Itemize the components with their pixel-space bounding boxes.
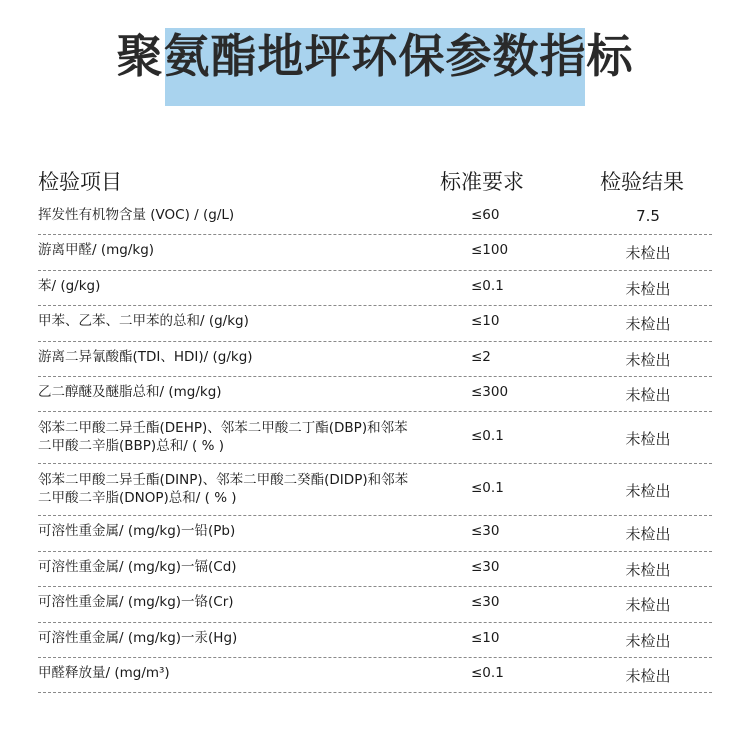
row-item: 邻苯二甲酸二异壬酯(DINP)、邻苯二甲酸二癸酯(DIDP)和邻苯二甲酸二辛脂(DNOP)总和/ ( % ) (38, 472, 409, 507)
row-item: 可溶性重金属/ (mg/kg)一铅(Pb) (38, 523, 236, 540)
row-result: 未检出 (625, 666, 671, 685)
row-result: 7.5 (636, 207, 660, 225)
table-row (0, 200, 750, 235)
row-standard: ≤60 (471, 207, 500, 223)
row-standard: ≤30 (471, 523, 500, 540)
row-standard: ≤30 (471, 594, 500, 611)
row-standard: ≤2 (471, 348, 491, 365)
row-item: 乙二醇醚及醚脂总和/ (mg/kg) (38, 383, 222, 400)
header-item: 检验项目 (38, 170, 122, 194)
table-header (0, 166, 750, 196)
row-item: 邻苯二甲酸二异壬酯(DEHP)、邻苯二甲酸二丁酯(DBP)和邻苯二甲酸二辛脂(BBP)总和/ ( % ) (38, 420, 408, 455)
row-result: 未检出 (625, 244, 671, 263)
row-item: 甲苯、乙苯、二甲苯的总和/ (g/kg) (38, 313, 249, 330)
table-row (0, 516, 750, 551)
table-row (0, 271, 750, 306)
row-item: 游离二异氰酸酯(TDI、HDI)/ (g/kg) (38, 348, 253, 365)
page-title: 聚氨酯地坪环保参数指标 (116, 29, 634, 83)
table-row (0, 623, 750, 658)
table-row (0, 464, 750, 516)
row-standard: ≤10 (471, 629, 500, 646)
row-item: 甲醛释放量/ (mg/m³) (38, 664, 170, 681)
table-row (0, 587, 750, 622)
table-row (0, 658, 750, 693)
row-result: 未检出 (625, 279, 671, 298)
row-result: 未检出 (625, 315, 671, 334)
row-item: 游离甲醛/ (mg/kg) (38, 242, 155, 259)
header-result: 检验结果 (600, 170, 684, 194)
row-result: 未检出 (625, 385, 671, 404)
row-item: 可溶性重金属/ (mg/kg)一铬(Cr) (38, 594, 234, 611)
table-row (0, 342, 750, 377)
row-item: 可溶性重金属/ (mg/kg)一镉(Cd) (38, 558, 237, 575)
row-item: 苯/ (g/kg) (38, 277, 101, 294)
row-standard: ≤0.1 (471, 480, 504, 497)
header-standard: 标准要求 (440, 170, 524, 194)
table-row (0, 306, 750, 341)
row-standard: ≤300 (471, 383, 509, 400)
row-result: 未检出 (625, 350, 671, 369)
row-standard: ≤0.1 (471, 664, 504, 681)
row-result: 未检出 (625, 430, 671, 449)
row-standard: ≤0.1 (471, 277, 504, 294)
table-row (0, 235, 750, 270)
row-standard: ≤0.1 (471, 428, 504, 445)
row-standard: ≤10 (471, 313, 500, 330)
parameter-table (0, 200, 750, 693)
table-row (0, 377, 750, 412)
table-row (0, 412, 750, 464)
row-item: 可溶性重金属/ (mg/kg)一汞(Hg) (38, 629, 238, 646)
row-standard: ≤100 (471, 242, 509, 259)
row-standard: ≤30 (471, 558, 500, 575)
row-result: 未检出 (625, 482, 671, 501)
row-result: 未检出 (625, 525, 671, 544)
row-result: 未检出 (625, 596, 671, 615)
row-result: 未检出 (625, 631, 671, 650)
row-result: 未检出 (625, 560, 671, 579)
row-item: 挥发性有机物含量 (VOC) / (g/L) (38, 207, 235, 223)
table-row (0, 552, 750, 587)
